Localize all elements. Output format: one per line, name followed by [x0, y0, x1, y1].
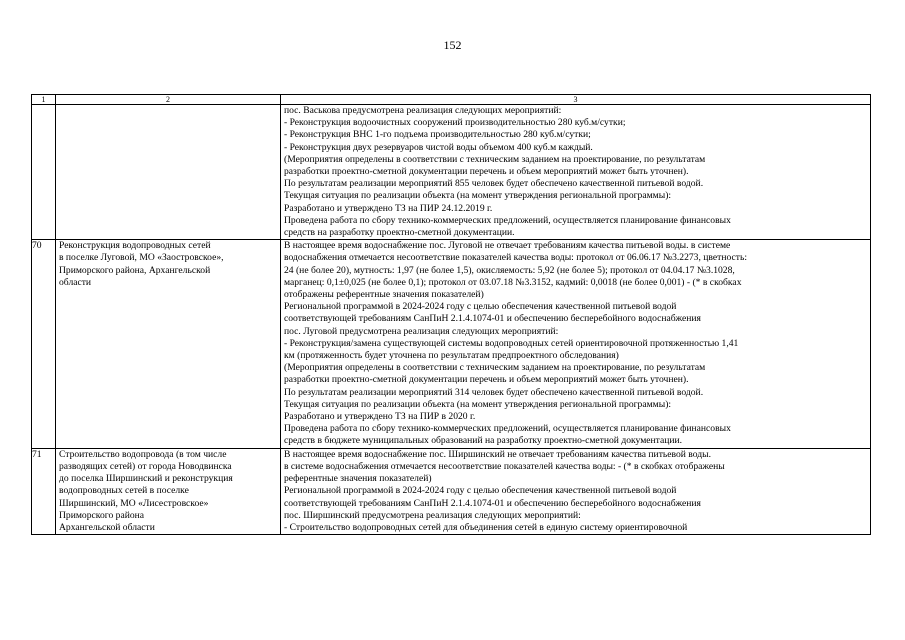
object-name-line: Ширшинский, МО «Лисестровское» — [59, 497, 209, 509]
description-line: км (протяженность будет уточнена по результатам предпроектного обследования) — [284, 350, 619, 362]
description-line: Разработано и утверждено ТЗ на ПИР в 2020 г. — [284, 411, 476, 423]
description-line: Разработано и утверждено ТЗ на ПИР 24.12.2019 г. — [284, 202, 493, 214]
description-line: водоснабжения отмечается несоответствие показателей качества воды: протокол от 06.06.17 №3.2273, цветность: — [284, 252, 747, 264]
description-line: По результатам реализации мероприятий 314 человек будет обеспечено качественной питьевой водой. — [284, 386, 704, 398]
object-name-line: Приморского района, Архангельской — [59, 264, 211, 276]
object-name-line: Реконструкция водопроводных сетей — [59, 240, 211, 252]
table-header-row — [32, 95, 871, 105]
description-line: пос. Васькова предусмотрена реализация следующих мероприятий: — [284, 105, 562, 116]
table-body — [32, 105, 871, 535]
description-line: в системе водоснабжения отмечается несоответствие показателей качества воды: - (* в скобках отображены — [284, 460, 725, 472]
object-name-cell — [56, 240, 281, 448]
table-row — [32, 105, 871, 240]
row-number: 70 — [32, 240, 56, 448]
description-cell — [281, 240, 871, 448]
description-line: отображены референтные значения показателей) — [284, 289, 484, 301]
description-line: - Строительство водопроводных сетей для объединения сетей в единую систему ориентировочной — [284, 521, 688, 533]
description-line: В настоящее время водоснабжение пос. Луговой не отвечает требованиям качества питьевой воды. в системе — [284, 240, 731, 252]
description-line: (Мероприятия определены в соответствии с техническим заданием на проектирование, по результатам — [284, 362, 706, 374]
description-line: средств на разработку проектно-сметной документации. — [284, 227, 515, 239]
description-line: (Мероприятия определены в соответствии с техническим заданием на проектирование, по результатам — [284, 153, 706, 165]
description-line: соответствующей требованиям СанПиН 2.1.4.1074-01 и обеспечению бесперебойного водоснабжения — [284, 497, 701, 509]
table-row — [32, 240, 871, 448]
description-line: Текущая ситуация по реализации объекта (на момент утверждения региональной программы): — [284, 190, 672, 202]
column-header-1: 1 — [32, 95, 56, 105]
description-line: Проведена работа по сбору технико-коммерческих предложений, осуществляется планирование финансовых — [284, 423, 731, 435]
object-name-line: в поселке Луговой, МО «Заостровское», — [59, 252, 224, 264]
description-line: Текущая ситуация по реализации объекта (на момент утверждения региональной программы): — [284, 398, 672, 410]
description-line: средств в бюджете муниципальных образований на разработку проектно-сметной документации. — [284, 435, 683, 447]
page-number: 152 — [443, 38, 462, 52]
description-line: марганец: 0,1±0,025 (не более 0,1); протокол от 03.07.18 №3.3152, кадмий: 0,0018 (не более 0,001) - (* в скобках — [284, 276, 742, 288]
row-number: 71 — [32, 448, 56, 534]
table-row — [32, 448, 871, 534]
description-line: - Реконструкция/замена существующей системы водопроводных сетей ориентировочной протяженностью 1,41 — [284, 337, 739, 349]
object-name-line: Архангельской области — [59, 521, 155, 533]
object-name-line: Приморского района — [59, 509, 145, 521]
column-header-2: 2 — [56, 95, 281, 105]
column-header-3: 3 — [281, 95, 871, 105]
description-line: Региональной программой в 2024-2024 году с целью обеспечения качественной питьевой водой — [284, 485, 677, 497]
row-number — [32, 105, 56, 240]
description-line: соответствующей требованиям СанПиН 2.1.4.1074-01 и обеспечению бесперебойного водоснабжения — [284, 313, 701, 325]
object-name-line: Строительство водопровода (в том числе — [59, 448, 227, 460]
object-name-line: разводящих сетей) от города Новодвинска — [59, 460, 232, 472]
description-line: референтные значения показателей) — [284, 473, 432, 485]
description-line: пос. Ширшинский предусмотрена реализация следующих мероприятий: — [284, 509, 581, 521]
description-cell — [281, 448, 871, 534]
object-name-cell — [56, 448, 281, 534]
object-name-line: водопроводных сетей в поселке — [59, 485, 189, 497]
program-table — [31, 94, 871, 535]
object-name-line: области — [59, 276, 92, 288]
description-line: Региональной программой в 2024-2024 году с целью обеспечения качественной питьевой водой — [284, 301, 677, 313]
description-line: По результатам реализации мероприятий 855 человек будет обеспечено качественной питьевой водой. — [284, 178, 704, 190]
description-line: разработки проектно-сметной документации перечень и объем мероприятий может быть уточнен). — [284, 166, 689, 178]
description-line: - Реконструкция ВНС 1-го подъема производительностью 280 куб.м/сутки; — [284, 129, 591, 141]
description-line: 24 (не более 20), мутность: 1,97 (не более 1,5), окисляемость: 5,92 (не более 5); протокол от 04.04.17 №3.1028, — [284, 264, 735, 276]
description-cell — [281, 105, 871, 240]
description-line: Проведена работа по сбору технико-коммерческих предложений, осуществляется планирование финансовых — [284, 214, 731, 226]
description-line: пос. Луговой предусмотрена реализация следующих мероприятий: — [284, 325, 559, 337]
description-line: - Реконструкция водоочистных сооружений производительностью 280 куб.м/сутки; — [284, 117, 626, 129]
object-name-line: до поселка Ширшинский и реконструкция — [59, 473, 233, 485]
description-line: В настоящее время водоснабжение пос. Ширшинский не отвечает требованиям качества питьевой воды. — [284, 448, 712, 460]
description-line: - Реконструкция двух резервуаров чистой воды объемом 400 куб.м каждый. — [284, 141, 593, 153]
object-name-cell — [56, 105, 281, 240]
description-line: разработки проектно-сметной документации перечень и объем мероприятий может быть уточнен). — [284, 374, 689, 386]
